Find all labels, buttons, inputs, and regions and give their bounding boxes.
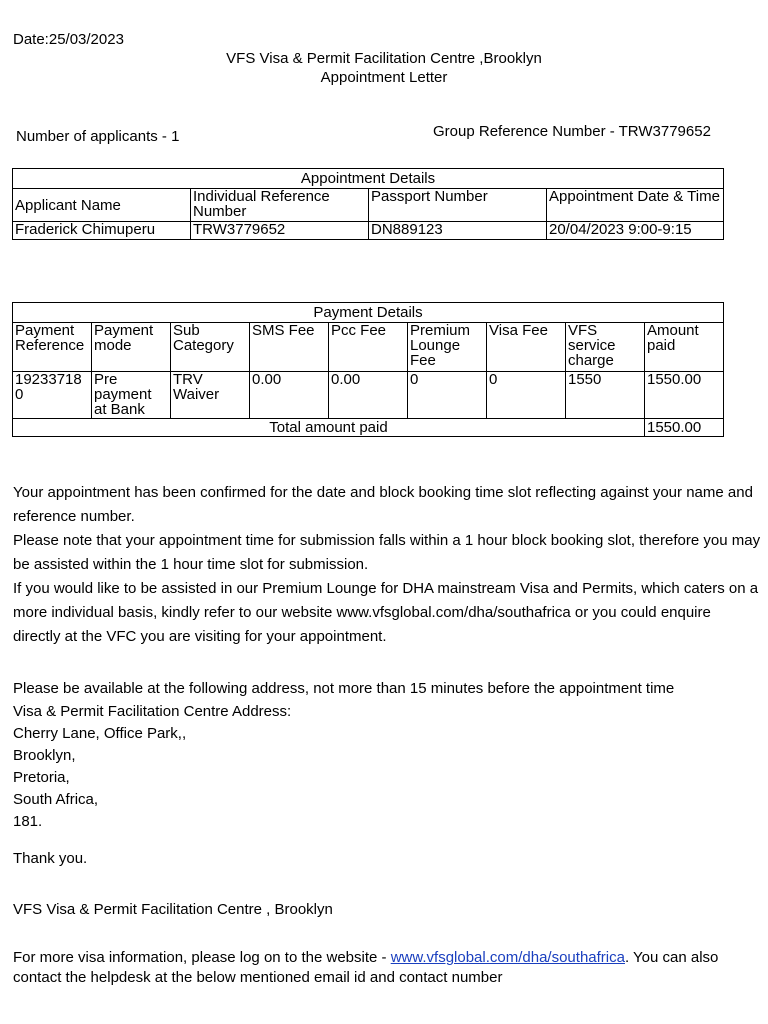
header-visa-fee: Visa Fee bbox=[487, 323, 566, 372]
footer-text-before: For more visa information, please log on to the website - bbox=[13, 949, 391, 966]
time-slot-paragraph: Please note that your appointment time for submission falls within a 1 hour block booking slot, therefore you may be assisted within the 1 hour time slot for submission. bbox=[13, 532, 761, 573]
centre-title: VFS Visa & Permit Facilitation Centre ,Brooklyn bbox=[226, 50, 542, 67]
confirmation-paragraph: Your appointment has been confirmed for the date and block booking time slot reflecting against your name and reference number. bbox=[13, 484, 753, 525]
header-vfs-service-charge: VFS service charge bbox=[566, 323, 645, 372]
document-title: Appointment Letter bbox=[320, 69, 448, 86]
footer-note bbox=[13, 948, 758, 988]
passport-number: DN889123 bbox=[369, 222, 547, 240]
header-applicant-name: Applicant Name bbox=[13, 189, 191, 222]
address-line: Cherry Lane, Office Park,, bbox=[13, 725, 187, 742]
payment-details-caption: Payment Details bbox=[13, 303, 724, 323]
sms-fee: 0.00 bbox=[250, 372, 329, 419]
payment-mode: Pre payment at Bank bbox=[92, 372, 171, 419]
vfs-website-link[interactable]: www.vfsglobal.com/dha/southafrica bbox=[390, 949, 625, 966]
address-line: Brooklyn, bbox=[13, 747, 76, 764]
number-of-applicants: Number of applicants - 1 bbox=[16, 128, 180, 145]
footer-text-after: . You can also contact the helpdesk at the below mentioned email id and contact number bbox=[13, 949, 719, 986]
header-payment-mode: Payment mode bbox=[92, 323, 171, 372]
header-passport-number: Passport Number bbox=[369, 189, 547, 222]
total-amount-value: 1550.00 bbox=[645, 419, 724, 437]
header-sub-category: Sub Category bbox=[171, 323, 250, 372]
appointment-details-table bbox=[12, 168, 724, 240]
address-line: Pretoria, bbox=[13, 769, 70, 786]
individual-reference: TRW3779652 bbox=[191, 222, 369, 240]
payment-reference: 192337180 bbox=[13, 372, 92, 419]
address-line: South Africa, bbox=[13, 791, 99, 808]
group-reference-number: Group Reference Number - TRW3779652 bbox=[433, 123, 711, 140]
visa-fee: 0 bbox=[487, 372, 566, 419]
pcc-fee: 0.00 bbox=[329, 372, 408, 419]
applicant-name: Fraderick Chimuperu bbox=[13, 222, 191, 240]
header-individual-reference: Individual Reference Number bbox=[191, 189, 369, 222]
appointment-datetime: 20/04/2023 9:00-9:15 bbox=[547, 222, 724, 240]
appointment-info bbox=[13, 481, 761, 649]
header-premium-lounge-fee: Premium Lounge Fee bbox=[408, 323, 487, 372]
total-amount-label: Total amount paid bbox=[13, 419, 645, 437]
address-intro: Please be available at the following address, not more than 15 minutes before the appointment time bbox=[13, 680, 675, 697]
premium-lounge-paragraph: If you would like to be assisted in our Premium Lounge for DHA mainstream Visa and Permits, which caters on a more individual basis, kindly refer to our website www.vfsglobal.com/dha/southafrica or you could enquire directly at the VFC you are visiting for your appointment. bbox=[13, 580, 759, 645]
premium-lounge-fee: 0 bbox=[408, 372, 487, 419]
amount-paid: 1550.00 bbox=[645, 372, 724, 419]
address-label: Visa & Permit Facilitation Centre Address: bbox=[13, 703, 292, 720]
signature: VFS Visa & Permit Facilitation Centre , Brooklyn bbox=[13, 901, 333, 918]
appointment-details-caption: Appointment Details bbox=[13, 169, 724, 189]
thank-you: Thank you. bbox=[13, 850, 88, 867]
header-pcc-fee: Pcc Fee bbox=[329, 323, 408, 372]
payment-details-table bbox=[12, 302, 724, 437]
address-block bbox=[13, 723, 186, 833]
sub-category: TRV Waiver bbox=[171, 372, 250, 419]
address-line: 181. bbox=[13, 813, 43, 830]
header-appointment-datetime: Appointment Date & Time bbox=[547, 189, 724, 222]
letter-date: Date:25/03/2023 bbox=[13, 31, 124, 48]
header-sms-fee: SMS Fee bbox=[250, 323, 329, 372]
vfs-service-charge: 1550 bbox=[566, 372, 645, 419]
header-payment-reference: Payment Reference bbox=[13, 323, 92, 372]
header-amount-paid: Amount paid bbox=[645, 323, 724, 372]
